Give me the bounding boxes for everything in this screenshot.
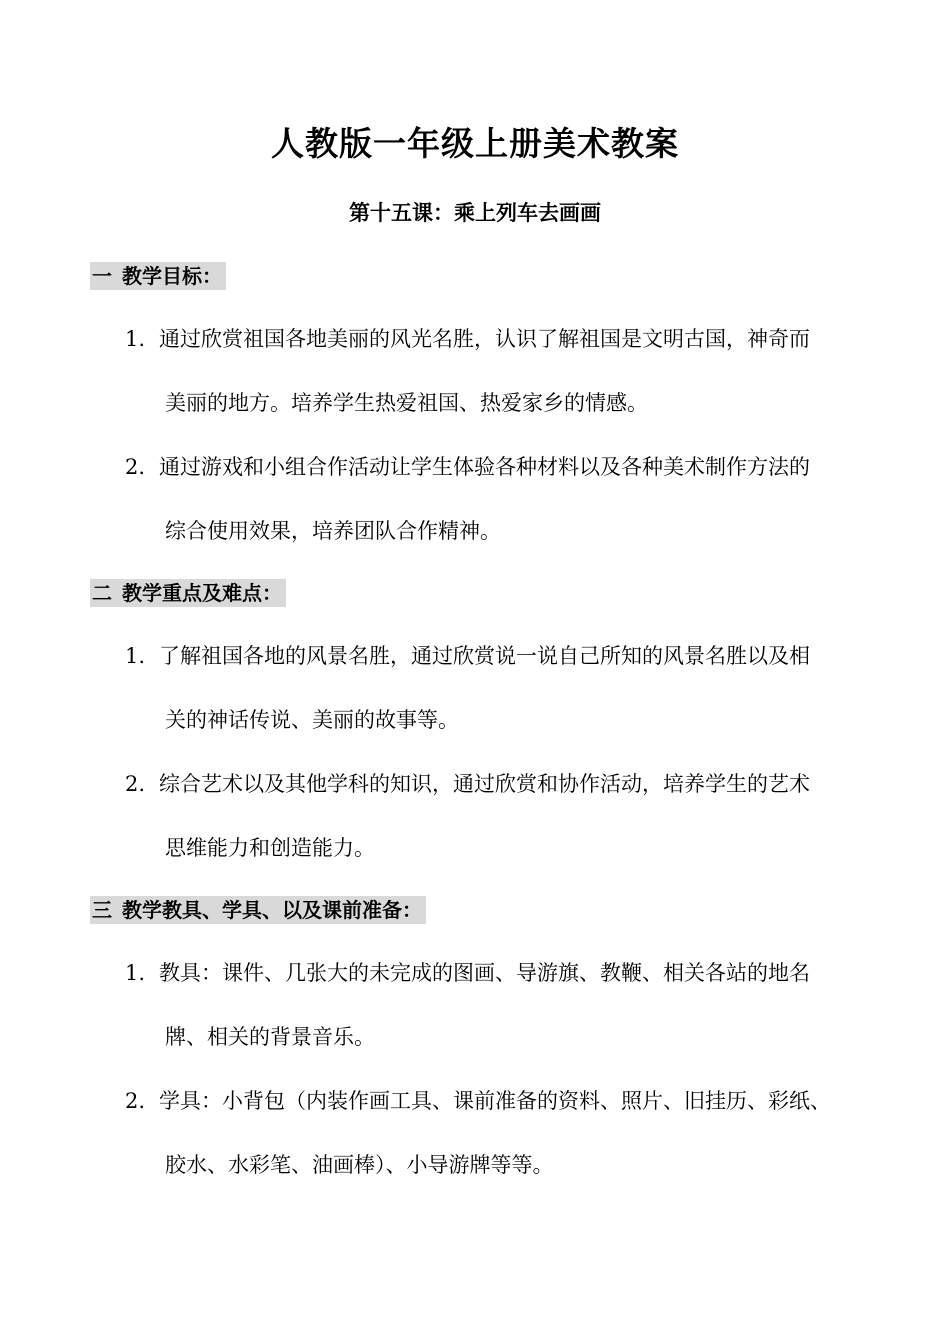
list-item (125, 307, 915, 435)
section-heading-text: 教学重点及难点： (122, 581, 282, 605)
list-item-line: 美丽的地方。培养学生热爱祖国、热爱家乡的情感。 (165, 391, 648, 415)
list-item-number: 2. (125, 455, 146, 479)
list-item-line: 通过游戏和小组合作活动让学生体验各种材料以及各种美术制作方法的 (159, 455, 810, 479)
section-heading-objectives (90, 262, 226, 290)
list-item (125, 435, 915, 563)
list-item-line: 综合使用效果，培养团队合作精神。 (165, 519, 501, 543)
list-item-line: 综合艺术以及其他学科的知识，通过欣赏和协作活动，培养学生的艺术 (159, 772, 810, 796)
list-item-line: 通过欣赏祖国各地美丽的风光名胜，认识了解祖国是文明古国，神奇而 (159, 327, 810, 351)
section-heading-materials (90, 896, 426, 924)
list-item-line: 胶水、水彩笔、油画棒）、小导游牌等等。 (165, 1153, 554, 1177)
list-item-line: 学具：小背包（内装作画工具、课前准备的资料、照片、旧挂历、彩纸、 (159, 1089, 831, 1113)
list-item (125, 624, 915, 752)
list-item-number: 2. (125, 1089, 146, 1113)
list-item (125, 941, 915, 1069)
section-number: 二 (92, 581, 112, 605)
section-number: 一 (92, 264, 112, 288)
list-item (125, 1069, 915, 1197)
section-heading-text: 教学目标： (122, 264, 222, 288)
list-item-line: 教具：课件、几张大的未完成的图画、导游旗、教鞭、相关各站的地名 (159, 961, 810, 985)
section-number: 三 (92, 898, 112, 922)
list-item-line: 关的神话传说、美丽的故事等。 (165, 708, 459, 732)
lesson-subtitle: 第十五课：乘上列车去画画 (349, 201, 601, 225)
list-item-line: 牌、相关的背景音乐。 (165, 1025, 375, 1049)
list-item-number: 1. (125, 961, 146, 985)
document-title: 人教版一年级上册美术教案 (271, 124, 679, 163)
list-item-number: 2. (125, 772, 146, 796)
list-item-line: 了解祖国各地的风景名胜，通过欣赏说一说自己所知的风景名胜以及相 (159, 644, 810, 668)
list-item-number: 1. (125, 644, 146, 668)
list-item-line: 思维能力和创造能力。 (165, 836, 375, 860)
section-heading-key-points (90, 579, 286, 607)
section-heading-text: 教学教具、学具、以及课前准备： (122, 898, 422, 922)
list-item-number: 1. (125, 327, 146, 351)
list-item (125, 752, 915, 880)
